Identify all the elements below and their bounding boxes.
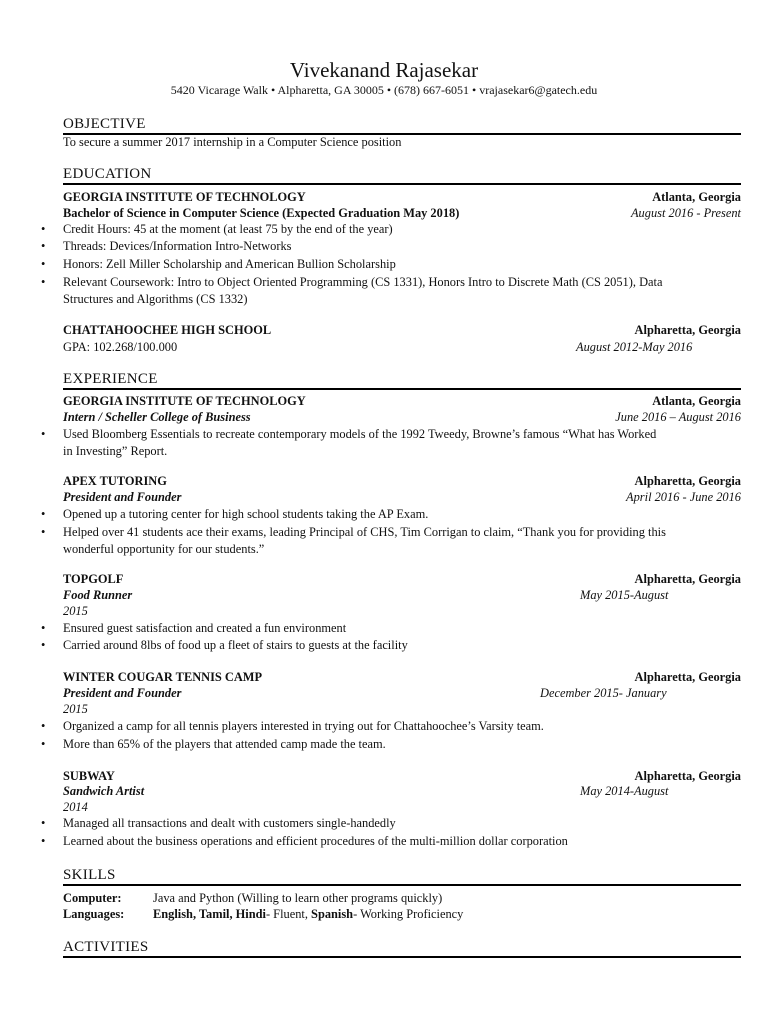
list-item: • Used Bloomberg Essentials to recreate contemporary models of the 1992 Tweedy, Browne’s famous “What has Worked (41, 427, 657, 441)
gt-degree: Bachelor of Science in Computer Science (Expected Graduation May 2018) (63, 206, 460, 220)
job-year: 2015 (63, 702, 88, 716)
gt-dates: August 2016 - Present (630, 206, 741, 220)
job-org-row: GEORGIA INSTITUTE OF TECHNOLOGY Atlanta, Georgia (63, 394, 741, 408)
job-year: 2015 (63, 604, 88, 618)
list-item: • Learned about the business operations and efficient procedures of the multi-million dollar corporation (41, 834, 568, 848)
chs-school-row (63, 322, 741, 338)
list-item: • Carried around 8lbs of food up a fleet of stairs to guests at the facility (41, 638, 408, 652)
job-org-row: APEX TUTORING Alpharetta, Georgia (63, 474, 741, 488)
job-role-row: Sandwich Artist May 2014-August (63, 784, 669, 798)
list-item: • Opened up a tutoring center for high school students taking the AP Exam. (41, 507, 429, 521)
activities-heading: ACTIVITIES (63, 938, 741, 958)
list-item: • Credit Hours: 45 at the moment (at least 75 by the end of the year) (41, 222, 393, 236)
contact-line: 5420 Vicarage Walk • Alpharetta, GA 30005 • (678) 667-6051 • vrajasekar6@gatech.edu (170, 83, 598, 97)
experience-heading: EXPERIENCE (63, 370, 741, 390)
gt-degree-row (63, 205, 741, 221)
list-item-continued: in Investing” Report. (63, 444, 168, 458)
list-item-continued: Structures and Algorithms (CS 1332) (63, 292, 248, 306)
list-item: • More than 65% of the players that attended camp made the team. (41, 737, 386, 751)
education-heading: EDUCATION (63, 165, 741, 185)
list-item: • Organized a camp for all tennis players interested in trying out for Chattahoochee’s Varsity team. (41, 719, 544, 733)
job-org-row: SUBWAY Alpharetta, Georgia (63, 769, 741, 783)
job-role-row: Food Runner May 2015-August (63, 588, 669, 602)
list-item: • Relevant Coursework: Intro to Object Oriented Programming (CS 1331), Honors Intro to Discrete Math (CS 2051), Data (41, 275, 663, 289)
chs-gpa: GPA: 102.268/100.000 (63, 340, 178, 354)
skills-languages-label: Languages: (63, 907, 125, 921)
gt-location: Atlanta, Georgia (652, 190, 741, 204)
gt-school: GEORGIA INSTITUTE OF TECHNOLOGY (63, 190, 306, 204)
chs-location: Alpharetta, Georgia (634, 323, 741, 337)
job-role-row: President and Founder December 2015- January (63, 686, 667, 700)
candidate-name: Vivekanand Rajasekar (289, 58, 479, 82)
gt-school-row (63, 189, 741, 205)
objective-text: To secure a summer 2017 internship in a Computer Science position (63, 135, 402, 149)
list-item: • Honors: Zell Miller Scholarship and American Bullion Scholarship (41, 257, 396, 271)
list-item: • Ensured guest satisfaction and created a fun environment (41, 621, 347, 635)
list-item: • Managed all transactions and dealt with customers single-handedly (41, 816, 396, 830)
job-role-row: Intern / Scheller College of Business June 2016 – August 2016 (63, 410, 741, 424)
skills-heading: SKILLS (63, 866, 741, 886)
list-item-continued: wonderful opportunity for our students.” (63, 542, 265, 556)
chs-dates: August 2012-May 2016 (576, 340, 693, 354)
list-item: • Helped over 41 students ace their exams, leading Principal of CHS, Tim Corrigan to claim, “Thank you for providing this (41, 525, 666, 539)
chs-school: CHATTAHOOCHEE HIGH SCHOOL (63, 323, 272, 337)
objective-heading: OBJECTIVE (63, 115, 741, 135)
chs-gpa-row (63, 339, 741, 355)
list-item: • Threads: Devices/Information Intro-Networks (41, 239, 292, 253)
job-year: 2014 (63, 800, 88, 814)
job-role-row: President and Founder April 2016 - June 2016 (63, 490, 741, 504)
job-org-row: WINTER COUGAR TENNIS CAMP Alpharetta, Georgia (63, 670, 741, 684)
skills-computer-value: Java and Python (Willing to learn other programs quickly) (153, 891, 443, 905)
skills-languages-value: English, Tamil, Hindi- Fluent, Spanish- Working Proficiency (153, 907, 464, 921)
skills-computer-label: Computer: (63, 891, 122, 905)
job-org-row: TOPGOLF Alpharetta, Georgia (63, 572, 741, 586)
